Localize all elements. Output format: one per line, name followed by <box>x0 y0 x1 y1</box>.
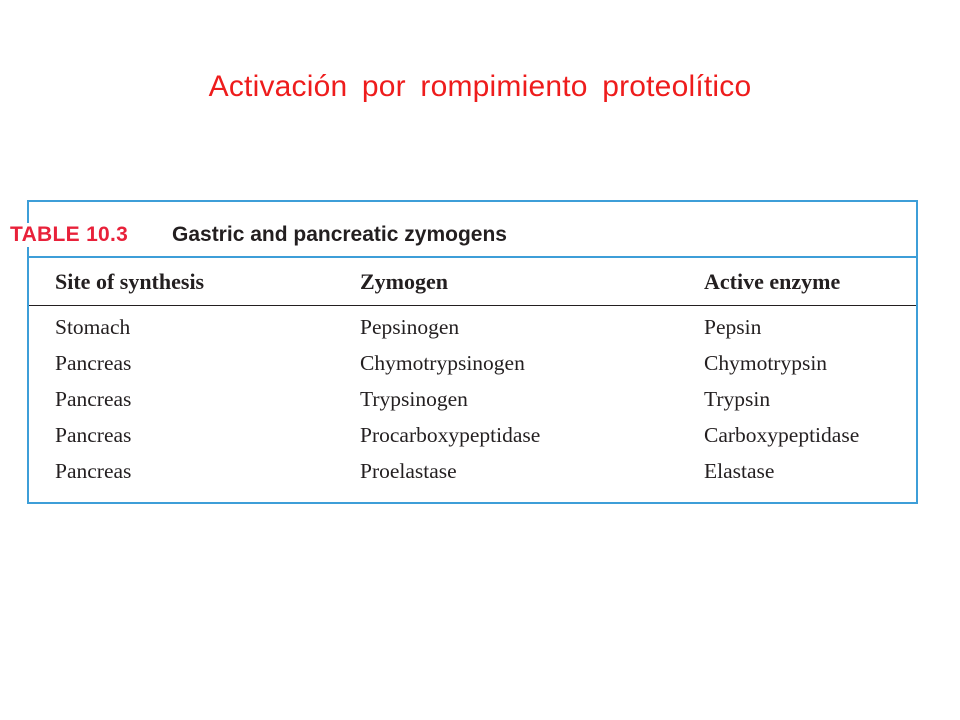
column-header-zymogen: Zymogen <box>360 269 448 294</box>
table-number: TABLE 10.3 <box>10 223 129 246</box>
cell-site: Pancreas <box>55 351 132 375</box>
header-divider <box>29 256 916 258</box>
cell-active-enzyme: Pepsin <box>704 315 762 339</box>
table-header <box>10 202 916 257</box>
cell-site: Pancreas <box>55 387 132 411</box>
cell-zymogen: Trypsinogen <box>360 387 468 411</box>
cell-site: Pancreas <box>55 423 132 447</box>
cell-zymogen: Pepsinogen <box>360 315 460 339</box>
column-header-active-enzyme: Active enzyme <box>704 269 841 294</box>
cell-active-enzyme: Chymotrypsin <box>704 351 828 375</box>
cell-active-enzyme: Carboxypeptidase <box>704 423 860 447</box>
cell-zymogen: Proelastase <box>360 459 457 483</box>
cell-zymogen: Chymotrypsinogen <box>360 351 525 375</box>
slide-title: Activación por rompimiento proteolítico <box>208 70 752 103</box>
table-caption: Gastric and pancreatic zymogens <box>172 223 507 246</box>
cell-site: Pancreas <box>55 459 132 483</box>
cell-active-enzyme: Elastase <box>704 459 775 483</box>
cell-zymogen: Procarboxypeptidase <box>360 423 541 447</box>
cell-active-enzyme: Trypsin <box>704 387 771 411</box>
column-header-rule <box>29 305 916 306</box>
table-frame <box>10 200 918 504</box>
cell-site: Stomach <box>55 315 131 339</box>
column-header-site: Site of synthesis <box>55 269 205 294</box>
